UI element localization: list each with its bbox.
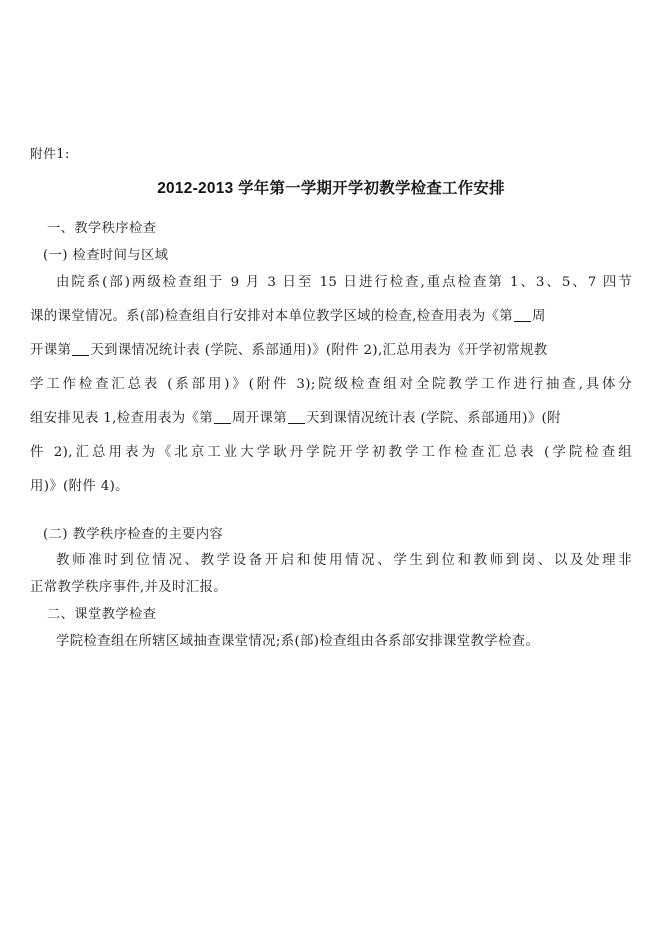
section-heading-2: 二、课堂教学检查 [47, 607, 157, 622]
paragraph-2-line-2: 正常教学秩序事件,并及时汇报。 [30, 580, 227, 595]
paragraph-1-line-5-text-c: 天到课情况统计表 (学院、系部通用)》(附 [305, 411, 561, 426]
paragraph-1-line-2-text-b: 周 [531, 309, 546, 324]
paragraph-1-line-5 [30, 412, 561, 425]
paragraph-1-line-2-text-a: 课的课堂情况。系(部)检查组自行安排对本单位教学区域的检查,检查用表为《第 [30, 309, 513, 324]
paragraph-1-line-5-text-b: 周开课第 [231, 411, 287, 426]
paragraph-1-line-6: 件 2),汇总用表为《北京工业大学耿丹学院开学初教学工作检查汇总表 (学院检查组 [30, 445, 632, 460]
paragraph-1-line-3-text-b: 天到课情况统计表 (学院、系部通用)》(附件 2),汇总用表为《开学初常规教 [90, 343, 548, 358]
paragraph-1-line-3-text-a: 开课第 [30, 343, 72, 358]
section-heading-1: 一、教学秩序检查 [47, 221, 157, 236]
subsection-heading-1-2: (二) 教学秩序检查的主要内容 [43, 527, 224, 542]
paragraph-1-line-3 [30, 344, 547, 357]
paragraph-3-line-1: 学院检查组在所辖区域抽查课堂情况;系(部)检查组由各系部安排课堂教学检查。 [56, 634, 540, 649]
paragraph-2-line-1: 教师准时到位情况、教学设备开启和使用情况、学生到位和教师到岗、以及处理非 [56, 553, 632, 568]
paragraph-1-line-7: 用)》(附件 4)。 [30, 479, 129, 494]
fill-in-blank-day-1 [72, 355, 89, 356]
attachment-label: 附件1: [30, 146, 70, 161]
page-title: 2012-2013 学年第一学期开学初教学检查工作安排 [157, 180, 505, 197]
fill-in-blank-week-2 [214, 423, 231, 424]
paragraph-1-line-5-text-a: 组安排见表 1,检查用表为《第 [30, 411, 213, 426]
paragraph-1-line-4: 学工作检查汇总表 (系部用)》(附件 3);院级检查组对全院教学工作进行抽查,具体分 [30, 377, 632, 392]
fill-in-blank-day-2 [288, 423, 305, 424]
subsection-heading-1-1: (一) 检查时间与区域 [43, 248, 169, 263]
fill-in-blank-week-1 [514, 321, 531, 322]
paragraph-1-line-2 [30, 310, 546, 323]
paragraph-1-line-1: 由院系(部)两级检查组于 9 月 3 日至 15 日进行检查,重点检查第 1、3、5、7 四节 [56, 275, 632, 290]
